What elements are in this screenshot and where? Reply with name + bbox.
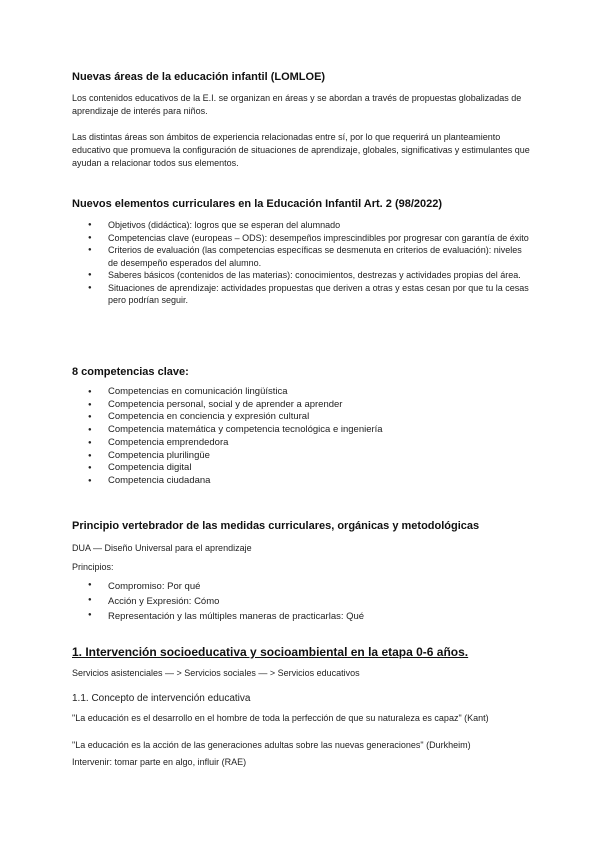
intervenir-definition: Intervenir: tomar parte en algo, influir (RAE) [72,757,247,767]
list-item: ● Competencia digital [72,462,532,475]
list-item: ● Competencia personal, social y de aprender a aprender [72,399,532,412]
principles-list [72,579,532,624]
services-line: Servicios asistenciales — > Servicios sociales — > Servicios educativos [72,668,360,678]
list-item: ● Competencias en comunicación lingüística [72,386,532,399]
list-item: ● Representación y las múltiples maneras de practicarlas: Qué [72,609,532,624]
dua-line: DUA — Diseño Universal para el aprendizaje [72,543,252,553]
list-item: ● Objetivos (didáctica): logros que se esperan del alumnado [72,219,532,232]
list-item: ● Situaciones de aprendizaje: actividades propuestas que deriven a otras y estas cesan por que tu la cesas pero podrían seguir. [72,282,532,307]
list-item: ● Criterios de evaluación (las competencias específicas se desmenuta en criterios de evaluación): niveles de desempeño esperados del alumno. [72,244,532,269]
section-heading-principio-vertebrador: Principio vertebrador de las medidas curriculares, orgánicas y metodológicas [72,520,480,532]
list-item: ● Competencias clave (europeas – ODS): desempeños imprescindibles por progresar con garantía de éxito [72,232,532,245]
list-item: ● Competencia matemática y competencia tecnológica e ingeniería [72,424,532,437]
section-heading-nuevos-elementos: Nuevos elementos curriculares en la Educación Infantil Art. 2 (98/2022) [72,198,443,210]
quote-kant: "La educación es el desarrollo en el hombre de toda la perfección de que su naturaleza es capaz" (Kant) [72,713,489,723]
quote-durkheim: "La educación es la acción de las generaciones adultas sobre las nuevas generaciones" (Durkheim) [72,740,471,750]
paragraph-distintas-areas: Las distintas áreas son ámbitos de experiencia relacionadas entre sí, por lo que requerirá un planteamiento educativo que promueva la configuración de situaciones de aprendizaje, globales, significativas y estimulantes que ayudan a relacionar todos sus elementos. [72,132,530,168]
paragraph-contenidos: Los contenidos educativos de la E.I. se organizan en áreas y se abordan a través de propuestas globalizadas de aprendizaje de interés para niños. [72,93,522,116]
list-item: ● Compromiso: Por qué [72,579,532,594]
list-item: ● Competencia ciudadana [72,475,532,488]
list-item: ● Competencia emprendedora [72,437,532,450]
section-heading-intervencion: 1. Intervención socioeducativa y socioambiental en la etapa 0-6 años. [72,645,469,659]
principios-label: Principios: [72,562,114,572]
list-item: ● Acción y Expresión: Cómo [72,594,532,609]
section-heading-competencias: 8 competencias clave: [72,366,189,378]
curricular-elements-list [72,219,532,307]
section-heading-nuevas-areas: Nuevas áreas de la educación infantil (LOMLOE) [72,71,326,83]
subheading-concepto: 1.1. Concepto de intervención educativa [72,693,251,704]
list-item: ● Competencia en conciencia y expresión cultural [72,411,532,424]
list-item: ● Competencia plurilingüe [72,450,532,463]
list-item: ● Saberes básicos (contenidos de las materias): conocimientos, destrezas y actividades propias del área. [72,269,532,282]
key-competences-list [72,386,532,488]
